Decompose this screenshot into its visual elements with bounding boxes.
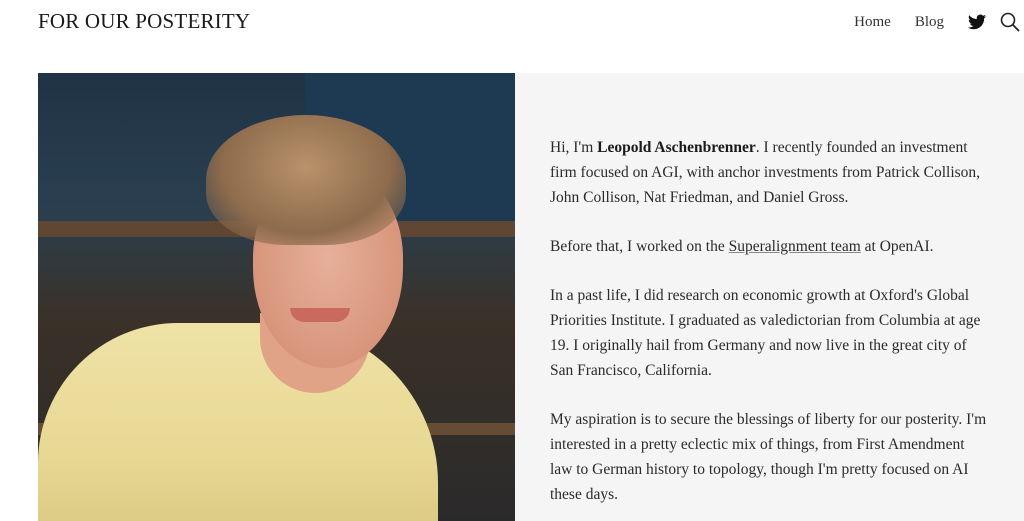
bio-paragraph-3: In a past life, I did research on economic growth at Oxford's Global Priorities Institute. I graduated as valedictorian from Columbia at age 19. I originally hail from Germany and now live in the great city of San Francisco, California. xyxy=(550,287,981,379)
author-name: Leopold Aschenbrenner xyxy=(597,139,756,156)
superalignment-link[interactable]: Superalignment team xyxy=(728,238,861,255)
search-icon[interactable] xyxy=(1000,12,1020,32)
twitter-icon[interactable] xyxy=(968,14,986,30)
bio-paragraph-2: Before that, I worked on the Superalignment team at OpenAI. xyxy=(550,238,934,255)
bio-panel xyxy=(515,73,1024,521)
nav-blog[interactable]: Blog xyxy=(914,13,944,30)
main-nav xyxy=(854,12,1024,32)
site-title[interactable]: FOR OUR POSTERITY xyxy=(38,9,251,33)
nav-home[interactable]: Home xyxy=(854,13,891,30)
hero-section xyxy=(38,73,1024,521)
bio-paragraph-4: My aspiration is to secure the blessings of liberty for our posterity. I'm interested in a pretty eclectic mix of things, from First Amendment law to German history to topology, though I'm pretty focused on AI these days. xyxy=(550,411,987,503)
profile-photo xyxy=(38,73,515,521)
bio-paragraph-1: Hi, I'm Leopold Aschenbrenner. I recently founded an investment firm focused on AGI, with anchor investments from Patrick Collison, John Collison, Nat Friedman, and Daniel Gross. xyxy=(550,139,981,206)
